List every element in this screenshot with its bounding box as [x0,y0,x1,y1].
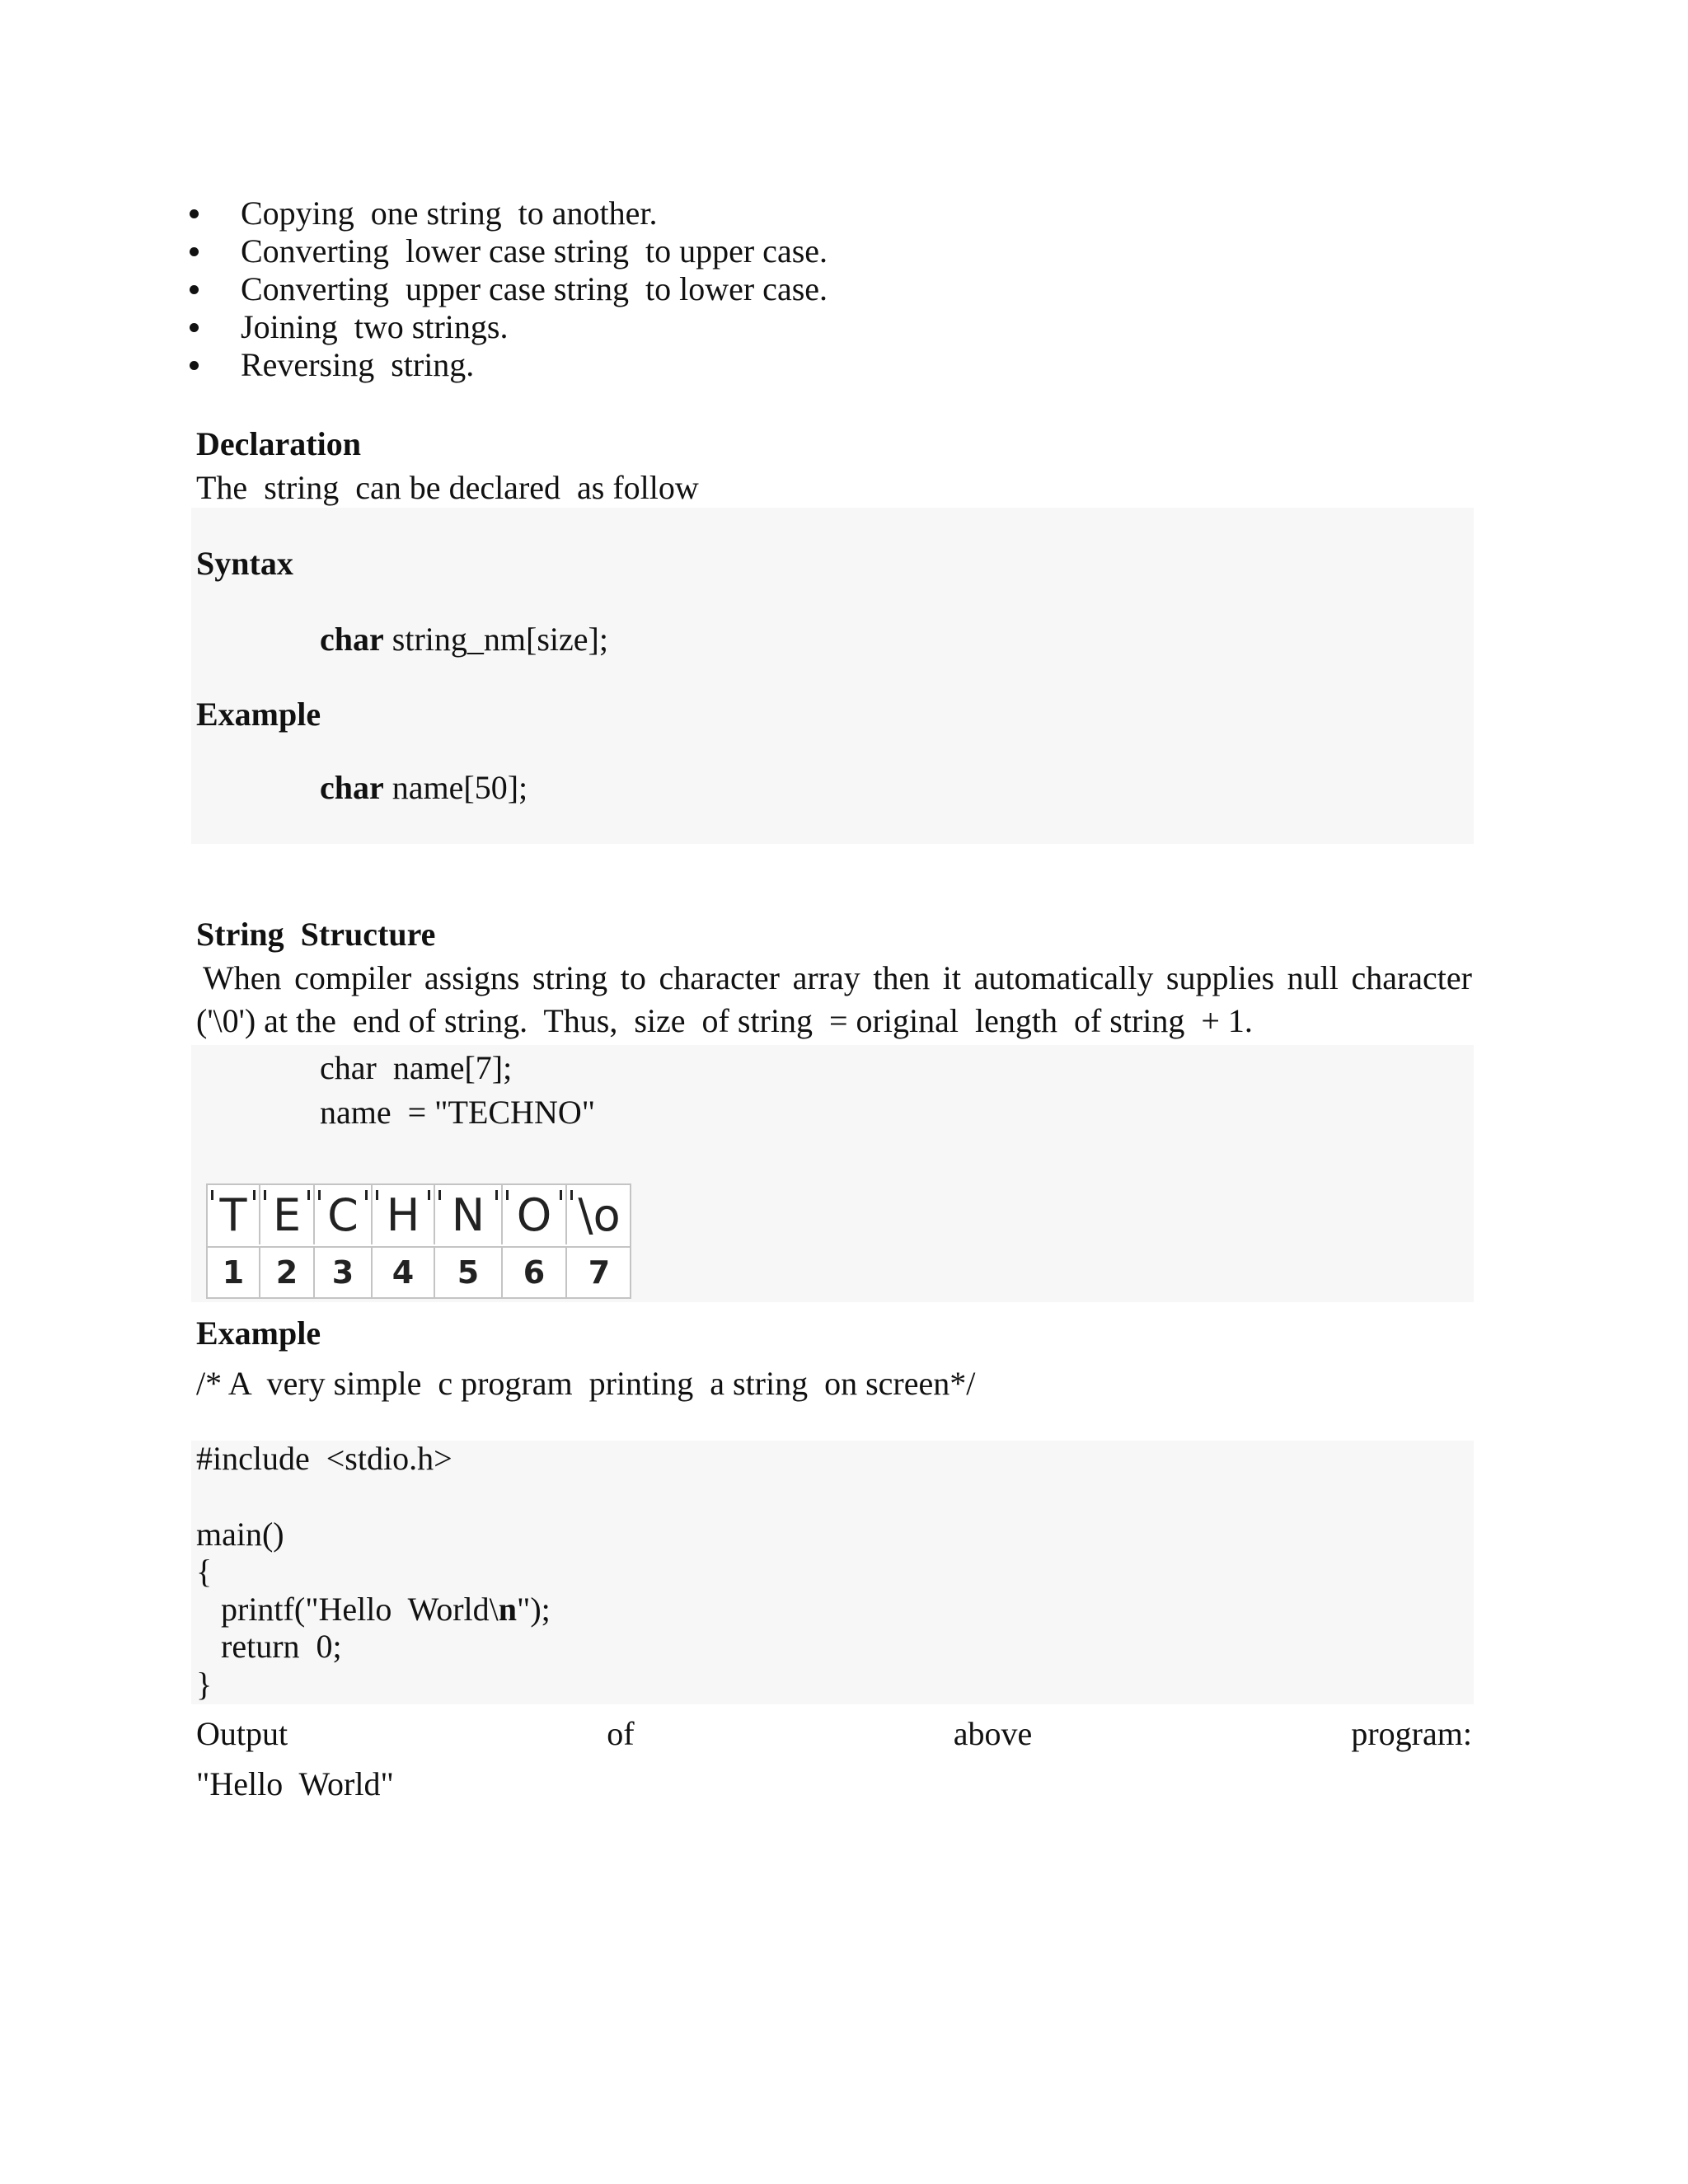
array-index-row [208,1246,631,1297]
code-include: #include <stdio.h> [196,1440,452,1477]
bullet-icon [190,247,199,256]
code-block [191,1441,1474,1704]
syntax-code: char string_nm[size]; [320,621,608,658]
list-item: Converting lower case string to upper case. [190,232,223,270]
code-close-brace: } [196,1666,213,1703]
code-open-brace: { [196,1553,213,1590]
example2-label: Example [196,1315,321,1352]
array-index-cell: 3 [315,1248,373,1297]
bullet-icon [190,209,199,218]
example2-comment: /* A very simple c program printing a string on screen*/ [196,1365,976,1402]
example-code: char name[50]; [320,769,528,806]
declaration-intro: The string can be declared as follow [196,469,699,506]
code-printf: printf("Hello World\n"); [196,1591,551,1628]
array-char-cell: C [315,1185,373,1244]
syntax-label: Syntax [196,545,293,582]
array-char-cell: \o [567,1185,631,1244]
string-array-figure [206,1183,631,1299]
output-value: "Hello World" [196,1765,394,1802]
code-return: return 0; [196,1628,342,1665]
array-index-cell: 4 [373,1248,435,1297]
structure-code-line1: char name[7]; [320,1049,513,1086]
array-char-cell: E [260,1185,315,1244]
list-item: Joining two strings. [190,308,223,346]
array-char-cell: O [503,1185,567,1244]
bullet-icon [190,323,199,332]
array-char-cell: N [435,1185,503,1244]
array-index-cell: 7 [588,1254,611,1291]
structure-heading: String Structure [196,916,436,953]
array-index-cell: 2 [260,1248,315,1297]
structure-paragraph-line1: When compiler assigns string to character array then it automatically supplies null character [203,959,1472,996]
code-main: main() [196,1516,284,1553]
array-char-cell: H [373,1185,435,1244]
list-item: Converting upper case string to lower case. [190,270,223,308]
list-item: Reversing string. [190,346,223,384]
array-char-cell: T [208,1185,260,1244]
structure-code-line2: name = "TECHNO" [320,1094,596,1131]
array-index-cell: 5 [435,1248,503,1297]
example-label: Example [196,696,321,733]
array-chars-row [208,1185,631,1244]
bullet-icon [190,361,199,370]
array-index-cell: 6 [503,1248,567,1297]
bullet-icon [190,285,199,294]
list-item: Copying one string to another. [190,194,223,232]
declaration-heading: Declaration [196,425,361,462]
array-index-cell: 1 [208,1248,260,1297]
structure-paragraph-line2: ('\0') at the end of string. Thus, size of string = original length of string + 1. [196,1002,1253,1039]
output-label: Output of above program: [196,1715,1472,1752]
